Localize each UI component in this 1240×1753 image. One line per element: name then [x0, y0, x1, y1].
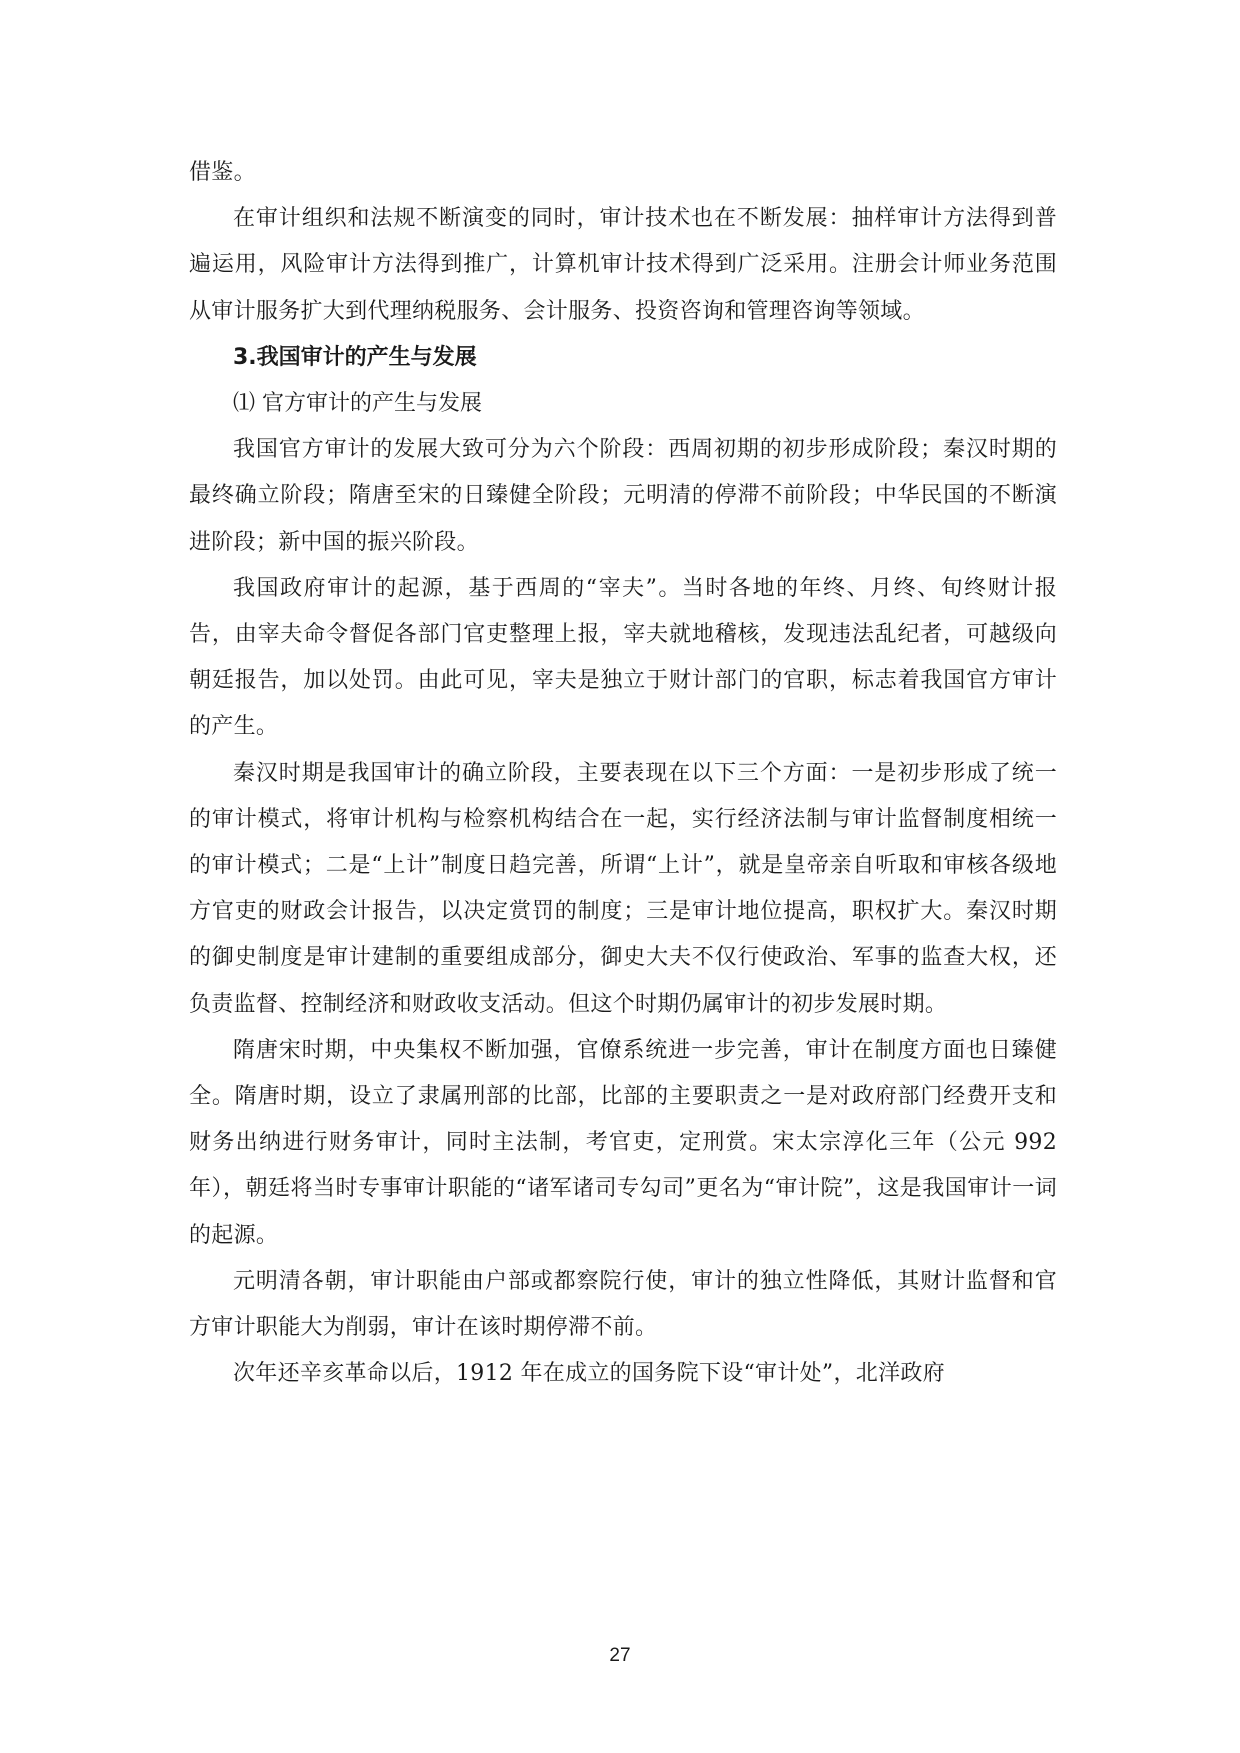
paragraph-yuan-ming-qing: 元明清各朝，审计职能由户部或都察院行使，审计的独立性降低，其财计监督和官方审计职能大为削弱，审计在该时期停滞不前。 — [189, 1268, 1057, 1341]
paragraph-western-zhou: 我国政府审计的起源，基于西周的“宰夫”。当时各地的年终、月终、旬终财计报告，由宰夫命令督促各部门官吏整理上报，宰夫就地稽核，发现违法乱纪者，可越级向朝廷报告，加以处罚。由此可见，宰夫是独立于财计部门的官职，标志着我国官方审计的产生。 — [189, 575, 1057, 740]
paragraph-qin-han: 秦汉时期是我国审计的确立阶段，主要表现在以下三个方面：一是初步形成了统一的审计模式，将审计机构与检察机构结合在一起，实行经济法制与审计监督制度相统一的审计模式；二是“上计”制度日趋完善，所谓“上计”，就是皇帝亲自听取和审核各级地方官吏的财政会计报告，以决定赏罚的制度；三是审计地位提高，职权扩大。秦汉时期的御史制度是审计建制的重要组成部分，御史大夫不仅行使政治、军事的监查大权，还负责监督、控制经济和财政收支活动。但这个时期仍属审计的初步发展时期。 — [189, 760, 1057, 1017]
paragraph-audit-technology: 在审计组织和法规不断演变的同时，审计技术也在不断发展：抽样审计方法得到普遍运用，风险审计方法得到推广，计算机审计技术得到广泛采用。注册会计师业务范围从审计服务扩大到代理纳税服务、会计服务、投资咨询和管理咨询等领域。 — [189, 206, 1057, 324]
document-body — [189, 150, 1057, 1397]
paragraph-six-stages: 我国官方审计的发展大致可分为六个阶段：西周初期的初步形成阶段；秦汉时期的最终确立阶段；隋唐至宋的日臻健全阶段；元明清的停滞不前阶段；中华民国的不断演进阶段；新中国的振兴阶段。 — [189, 437, 1057, 555]
page-number: 27 — [609, 1645, 631, 1666]
paragraph-continuation: 借鉴。 — [189, 160, 256, 185]
paragraph-republic: 次年还辛亥革命以后，1912 年在成立的国务院下设“审计处”，北洋政府 — [233, 1361, 945, 1387]
section-heading: 3.我国审计的产生与发展 — [233, 344, 477, 370]
paragraph-sui-tang-song: 隋唐宋时期，中央集权不断加强，官僚系统进一步完善，审计在制度方面也日臻健全。隋唐时期，设立了隶属刑部的比部，比部的主要职责之一是对政府部门经费开支和财务出纳进行财务审计，同时主法制，考官吏，定刑赏。宋太宗淳化三年（公元 992 年），朝廷将当时专事审计职能的“诸军诸司专勾司”更名为“审计院”，这是我国审计一词的起源。 — [189, 1037, 1057, 1248]
subsection-heading: ⑴ 官方审计的产生与发展 — [233, 391, 482, 417]
